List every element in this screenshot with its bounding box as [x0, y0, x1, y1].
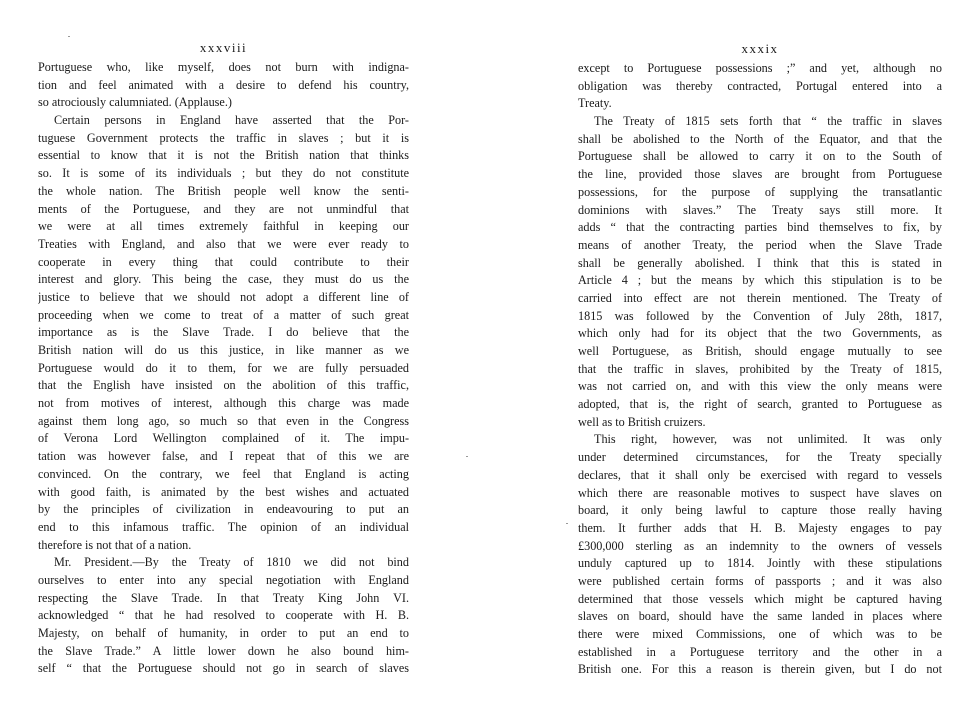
- text-line-content: determined that those vessels which might be captured having: [578, 591, 942, 606]
- text-line-content: established in a Portuguese territory and the other in a: [578, 644, 942, 659]
- text-line-content: proceeding when we come to treat of a matter of such great: [38, 307, 409, 322]
- text-line: [578, 644, 942, 662]
- text-line: [578, 325, 942, 343]
- text-line: [578, 414, 942, 432]
- text-line-content: ments of the Portuguese, and they are not unmindful that: [38, 201, 409, 216]
- text-line: [38, 165, 409, 183]
- text-line-content: well Portuguese, as British, should engage mutually to see: [578, 344, 942, 358]
- text-line-content: Certain persons in England have asserted that the Por-: [54, 113, 409, 128]
- text-line-content: acknowledged “ that he had resolved to cooperate with H. B.: [38, 608, 409, 623]
- text-line-content: so. It is some of its individuals ; but they do not constitute: [38, 166, 409, 181]
- text-line: [578, 113, 942, 131]
- right-page-text: [578, 60, 942, 679]
- text-line-content: Article 4 ; but the means by which this stipulation is to be: [578, 273, 942, 288]
- text-line: [578, 255, 942, 273]
- page-number-right: xxxix: [741, 41, 779, 56]
- text-line-content: This right, however, was not unlimited. It was only: [594, 432, 942, 447]
- text-line-content: unduly captured up to 1814. Jointly with these stipulations: [578, 556, 942, 571]
- text-line-content: obligation was thereby contracted, Portugal entered into a: [578, 78, 942, 93]
- text-line-content: carried into effect are not therein mentioned. The Treaty of: [578, 290, 942, 305]
- text-line: [578, 202, 942, 220]
- text-line-content: under determined circumstances, for the Treaty specially: [578, 450, 942, 465]
- text-line-content: against them long ago, so much so that even in the Congress: [38, 413, 409, 428]
- scan-speck: [566, 523, 568, 524]
- text-line: [38, 77, 409, 95]
- text-line: [578, 290, 942, 308]
- text-line-content: with good faith, is animated by the best wishes and actuated: [38, 484, 409, 499]
- text-line-content: means of another Treaty, the period when the Slave Trade: [578, 237, 942, 252]
- text-line: [578, 378, 942, 396]
- text-line: [38, 430, 409, 448]
- text-line-content: well as to British cruizers.: [578, 414, 706, 429]
- text-line-content: therefore is not that of a nation.: [38, 537, 192, 552]
- text-line-content: board, it only being lawful to capture those really having: [578, 503, 942, 518]
- text-line-content: convinced. On the contrary, we feel that England is acting: [38, 466, 409, 481]
- text-line-content: the Slave Trade.” A little lower down he also bound him-: [38, 643, 409, 658]
- text-line-content: Portuguese would do it to them, for we are fully persuaded: [38, 360, 409, 375]
- text-line-content: Mr. President.—By the Treaty of 1810 we did not bind: [54, 555, 409, 570]
- page-number-left: xxxviii: [199, 40, 248, 55]
- text-line-content: The Treaty of 1815 sets forth that “ the traffic in slaves: [594, 114, 942, 129]
- text-line: [38, 484, 409, 502]
- text-line-content: importance as is the Slave Trade. I do believe that the: [38, 325, 409, 340]
- text-line: [38, 466, 409, 484]
- text-line: [578, 485, 942, 503]
- text-line: [578, 538, 942, 556]
- text-line: [38, 660, 409, 678]
- text-line: [578, 502, 942, 520]
- text-line: [578, 626, 942, 644]
- text-line-content: that the English have insisted on the abolition of this traffic,: [38, 378, 409, 393]
- text-line-content: respecting the Slave Trade. In that Treaty King John VI.: [38, 590, 409, 605]
- text-line: [578, 219, 942, 237]
- text-line: [578, 449, 942, 467]
- text-line-content: interest and glory. This being the case, they must do us the: [38, 272, 409, 287]
- text-line-content: essential to know that it is not the British nation that thinks: [38, 148, 409, 163]
- text-line-content: that the traffic in slaves, prohibited by the Treaty of 1815,: [578, 361, 942, 376]
- text-line: [578, 343, 942, 361]
- text-line-content: tation was however false, and I repeat that of this we are: [38, 449, 409, 464]
- text-line: [578, 60, 942, 78]
- text-line-content: by the principles of civilization in endeavouring to put an: [38, 502, 409, 517]
- text-line-content: possessions, for the purpose of supplying the transatlantic: [578, 184, 942, 199]
- text-line: [38, 342, 409, 360]
- text-line: [38, 254, 409, 272]
- text-line: [38, 572, 409, 590]
- text-line-content: we were at all times extremely faithful in keeping our: [38, 219, 409, 234]
- text-line-content: Majesty, on behalf of humanity, in order to put an end to: [38, 626, 409, 640]
- text-line-content: them. It further adds that H. B. Majesty engages to pay: [578, 520, 942, 535]
- text-line-content: self “ that the Portuguese should not go in search of slaves: [38, 661, 409, 676]
- text-line: [38, 130, 409, 148]
- text-line-content: justice to believe that we should not adopt a different line of: [38, 289, 409, 304]
- text-line-content: end to this infamous traffic. The opinion of an individual: [38, 519, 409, 534]
- text-line-content: Treaty.: [578, 96, 612, 111]
- text-line-content: which there are reasonable motives to suspect have slaves on: [578, 485, 942, 500]
- text-line: [38, 307, 409, 325]
- text-line-content: adds “ that the contracting parties bind themselves to fix, by: [578, 220, 942, 235]
- text-line: [38, 147, 409, 165]
- text-line-content: the whole nation. The British people well know the senti-: [38, 183, 409, 198]
- text-line-content: declares, that it shall only be exercised with regard to vessels: [578, 467, 942, 482]
- text-line: [578, 520, 942, 538]
- text-line: [38, 607, 409, 625]
- text-line: [38, 590, 409, 608]
- text-line: [38, 519, 409, 537]
- scan-speck: [68, 36, 70, 37]
- text-line: [578, 308, 942, 326]
- text-line-content: tion and feel animated with a desire to defend his country,: [38, 77, 409, 92]
- text-line-content: of Verona Lord Wellington complained of it. The impu-: [38, 431, 409, 446]
- text-line: [578, 591, 942, 609]
- text-line: [38, 537, 409, 555]
- text-line-content: were published certain forms of passports ; and it was also: [578, 573, 942, 588]
- text-line-content: 1815 was followed by the Convention of July 28th, 1817,: [578, 308, 942, 323]
- text-line-content: Treaties with England, and also that we were ever ready to: [38, 236, 409, 251]
- text-line-content: was not carried on, and with this view the only means were: [578, 379, 942, 394]
- text-line-content: tuguese Government protects the traffic in slaves ; but it is: [38, 130, 409, 145]
- text-line: [38, 201, 409, 219]
- text-line-content: dominions with slaves.” The Treaty says still more. It: [578, 202, 942, 217]
- left-page: [38, 0, 409, 678]
- text-line-content: shall be generally abolished. I think that this is stated in: [578, 255, 942, 270]
- text-line-content: not from motives of interest, although this charge was made: [38, 396, 409, 411]
- text-line: [38, 271, 409, 289]
- text-line: [38, 625, 409, 643]
- text-line: [38, 112, 409, 130]
- text-line: [38, 554, 409, 572]
- text-line-content: British one. For this a reason is therein given, but I do not: [578, 662, 942, 677]
- text-line-content: ourselves to enter into any special negotiation with England: [38, 572, 409, 587]
- text-line: [578, 184, 942, 202]
- text-line-content: except to Portuguese possessions ;” and yet, although no: [578, 61, 942, 75]
- right-page: [578, 0, 942, 679]
- text-line-content: which only had for its object that the two Governments, as: [578, 326, 942, 341]
- text-line: [578, 78, 942, 96]
- text-line-content: there were mixed Commissions, one of which was to be: [578, 627, 942, 641]
- text-line-content: cooperate in every thing that could contribute to their: [38, 254, 409, 269]
- text-line: [38, 643, 409, 661]
- text-line-content: British nation will do us this justice, in like manner as we: [38, 343, 409, 357]
- text-line: [578, 396, 942, 414]
- text-line: [38, 324, 409, 342]
- text-line: [578, 166, 942, 184]
- text-line: [578, 361, 942, 379]
- text-line: [578, 272, 942, 290]
- text-line: [38, 360, 409, 378]
- text-line-content: Portuguese shall be allowed to carry it on to the South of: [578, 149, 942, 164]
- text-line: [578, 431, 942, 449]
- text-line-content: so atrociously calumniated. (Applause.): [38, 95, 232, 110]
- scan-speck: [466, 456, 468, 457]
- text-line: [578, 237, 942, 255]
- text-line: [38, 218, 409, 236]
- text-line: [38, 289, 409, 307]
- text-line: [38, 183, 409, 201]
- text-line-content: shall be abolished to the North of the Equator, and that the: [578, 131, 942, 146]
- text-line-content: Portuguese who, like myself, does not burn with indigna-: [38, 60, 409, 74]
- text-line: [38, 501, 409, 519]
- text-line-content: £300,000 sterling as an indemnity to the owners of vessels: [578, 538, 942, 553]
- text-line: [578, 661, 942, 679]
- text-line: [38, 377, 409, 395]
- text-line-content: the line, provided those slaves are brought from Portuguese: [578, 167, 942, 182]
- text-line: [578, 608, 942, 626]
- text-line: [578, 131, 942, 149]
- left-page-text: [38, 59, 409, 678]
- text-line: [578, 573, 942, 591]
- text-line: [578, 95, 942, 113]
- text-line-content: slaves on board, should have the same landed in places where: [578, 609, 942, 624]
- text-line: [578, 555, 942, 573]
- text-line-content: adopted, that is, the right of search, granted to Portuguese as: [578, 397, 942, 412]
- text-line: [38, 94, 409, 112]
- text-line: [38, 395, 409, 413]
- text-line: [38, 59, 409, 77]
- text-line: [578, 148, 942, 166]
- text-line: [578, 467, 942, 485]
- text-line: [38, 448, 409, 466]
- text-line: [38, 236, 409, 254]
- text-line: [38, 413, 409, 431]
